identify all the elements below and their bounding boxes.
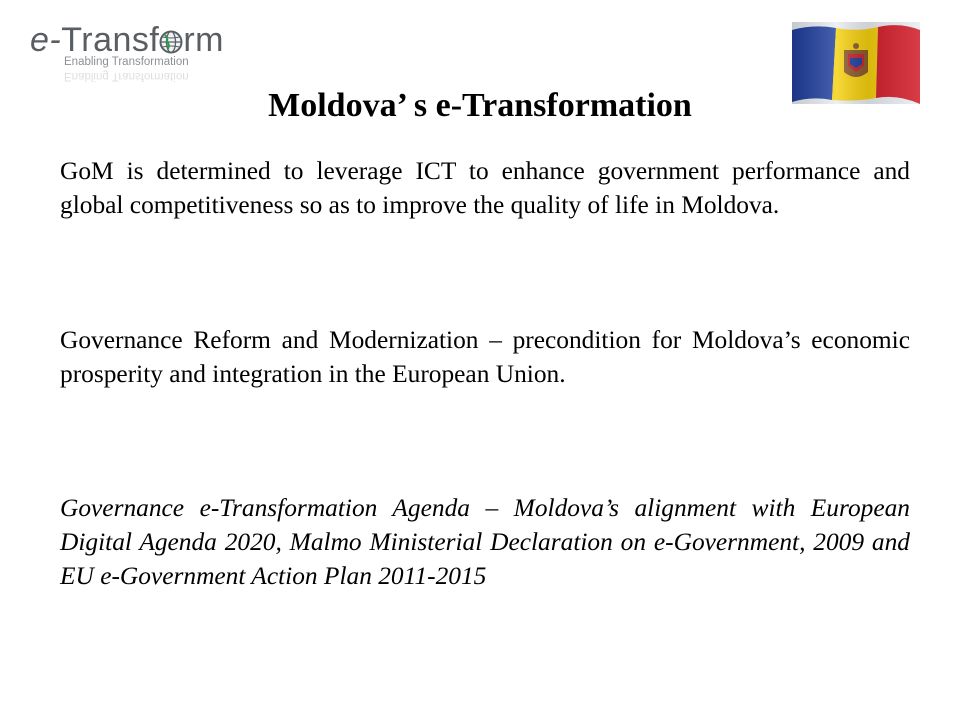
etransform-logo (30, 22, 230, 82)
slide-title: Moldova’ s e-Transformation (268, 87, 692, 124)
globe-icon (159, 25, 183, 49)
logo-tagline-reflection: Enabling Transformation (64, 70, 189, 82)
paragraph-governance-reform: Governance Reform and Modernization – precondition for Moldova’s economic prosperity and integration in the European Union. (60, 326, 910, 388)
logo-tagline: Enabling Transformation (64, 56, 189, 68)
logo-brand-part1: Transf (61, 21, 160, 59)
paragraph-e-transformation-agenda: Governance e-Transformation Agenda – Moldova’s alignment with European Digital Agenda 2020, Malmo Ministerial Declaration on e-Government, 2009 and EU e-Government Action Plan 2011-2015 (60, 494, 910, 590)
logo-brand-part2: rm (183, 21, 224, 59)
logo-prefix: e- (30, 21, 62, 59)
logo-wordmark (30, 22, 224, 58)
paragraph-ict-goal: GoM is determined to leverage ICT to enhance government performance and global competitiveness so as to improve the quality of life in Moldova. (60, 157, 910, 219)
